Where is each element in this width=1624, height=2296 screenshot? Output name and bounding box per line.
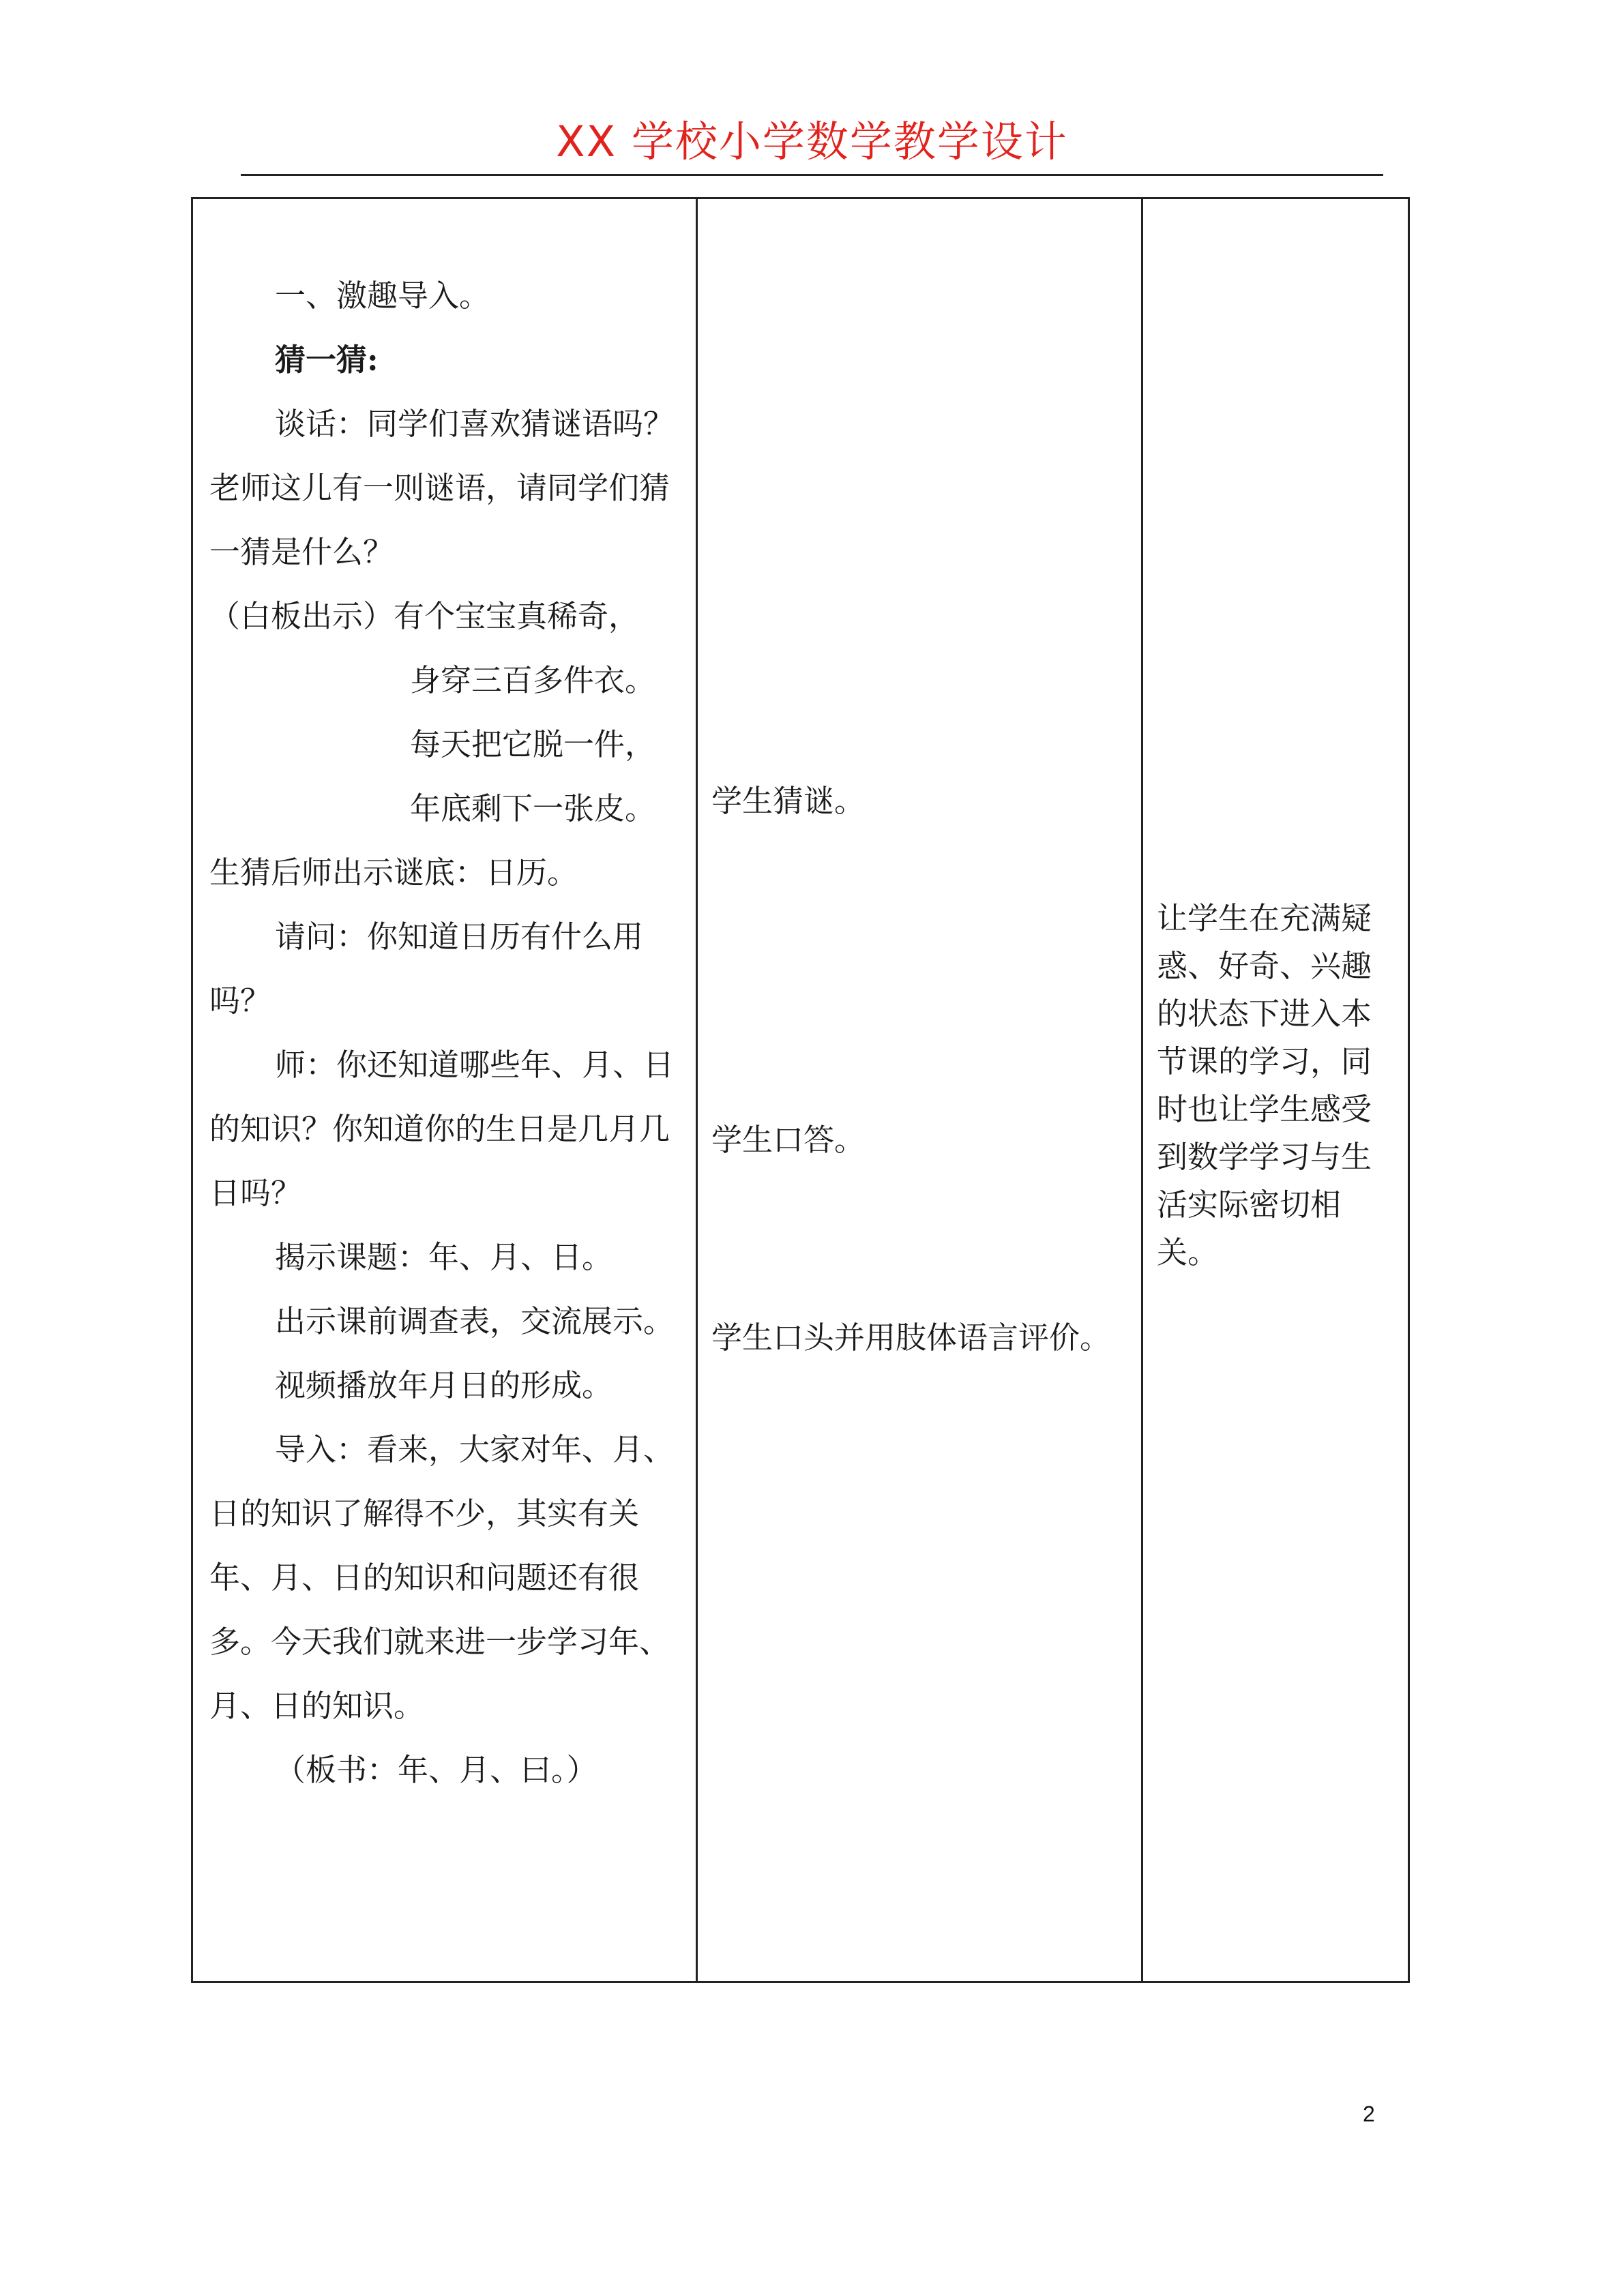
teacher-line: 出示课前调查表，交流展示。 [275, 1303, 675, 1339]
riddle-line: （白板出示）有个宝宝真稀奇， [209, 598, 640, 634]
teacher-line: 导入：看来，大家对年、月、日的知识了解得不少，其实有关年、月、日的知识和问题还有很多。今天我们就来进一步学习年、月、日的知识。 [209, 1431, 675, 1724]
teacher-line: 揭示课题：年、月、日。 [275, 1239, 613, 1275]
lesson-table [191, 197, 1410, 1983]
riddle-line: 每天把它脱一件， [410, 726, 656, 762]
student-response: 学生口答。 [711, 1122, 866, 1158]
student-response: 学生口头并用肢体语言评价。 [711, 1320, 1111, 1356]
board-writing: （板书：年、月、曰。） [275, 1752, 597, 1788]
teacher-line: 视频播放年月日的形成。 [275, 1367, 613, 1403]
section-heading: 一、激趣导入。 [275, 278, 490, 314]
teacher-activity-column [193, 199, 698, 1981]
teacher-line: 请问：你知道日历有什么用吗？ [209, 919, 644, 1019]
student-activity-column [698, 199, 1141, 1981]
teacher-line: 师：你还知道哪些年、月、日的知识？你知道你的生日是几月几日吗？ [209, 1047, 675, 1211]
header-rule [241, 174, 1383, 176]
teacher-line: 谈话：同学们喜欢猜谜语吗？老师这儿有一则谜语，请同学们猜一猜是什么？ [209, 406, 675, 570]
page-number: 2 [1363, 2102, 1375, 2126]
design-intent-column [1143, 199, 1412, 1981]
student-response: 学生猜谜。 [711, 783, 866, 819]
riddle-line: 身穿三百多件衣。 [410, 662, 656, 698]
riddle-line: 年底剩下一张皮。 [410, 790, 656, 826]
activity-heading: 猜一猜: [275, 342, 379, 378]
design-intent-text: 让学生在充满疑惑、好奇、兴趣的状态下进入本节课的学习，同时也让学生感受到数学学习与生活实际密切相关。 [1157, 900, 1372, 1270]
page-title: XX 学校小学数学教学设计 [556, 117, 1068, 166]
teacher-line: 生猜后师出示谜底：日历。 [209, 854, 578, 891]
